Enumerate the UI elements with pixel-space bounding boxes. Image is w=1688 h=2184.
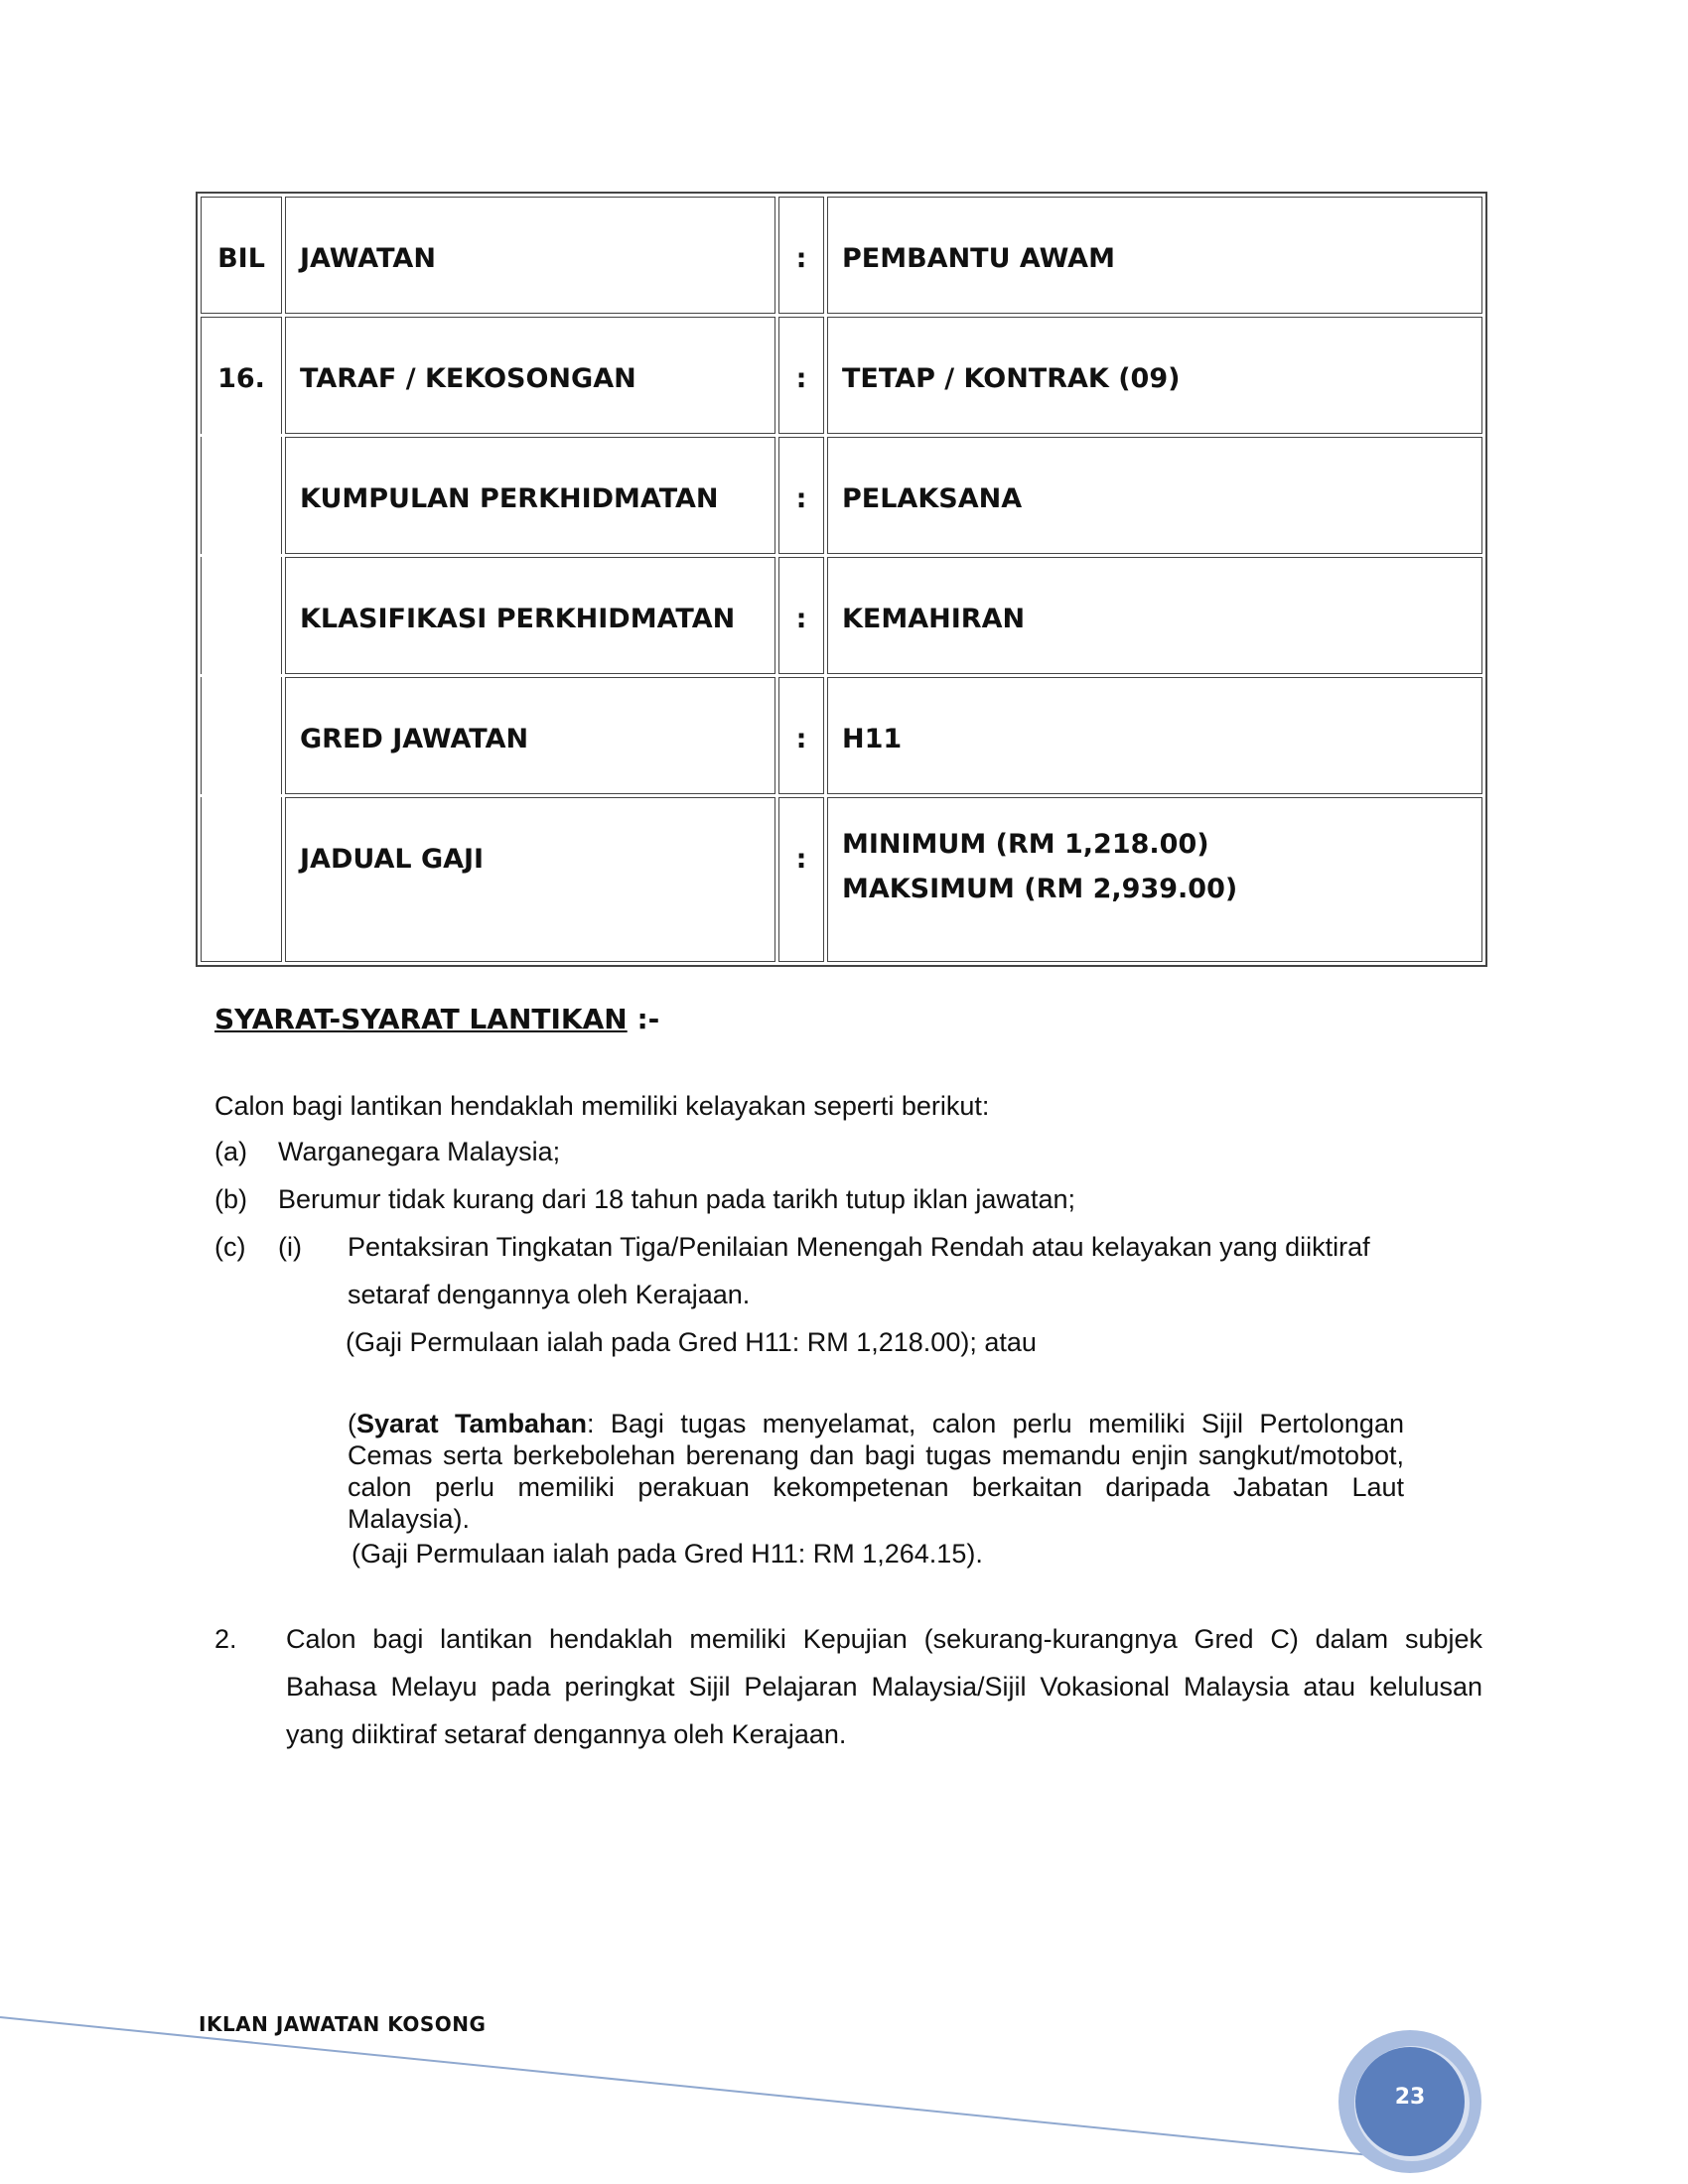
note-bold-label: Syarat Tambahan bbox=[356, 1409, 587, 1438]
salary-maximum: MAKSIMUM (RM 2,939.00) bbox=[842, 874, 1238, 904]
item-text-c-line2: setaraf dengannya oleh Kerajaan. bbox=[348, 1280, 751, 1309]
bil-number-cell: 16. bbox=[201, 317, 282, 434]
item-c-salary: (Gaji Permulaan ialah pada Gred H11: RM 1,218.00); atau bbox=[346, 1327, 1037, 1357]
jawatan-value-cell: PEMBANTU AWAM bbox=[827, 197, 1482, 314]
item-marker-c: (c) bbox=[214, 1232, 246, 1262]
item-marker-b: (b) bbox=[214, 1184, 247, 1214]
additional-requirement-note: (Syarat Tambahan: Bagi tugas menyelamat, calon perlu memiliki Sijil Pertolongan Cemas serta berkebolehan berenang dan bagi tugas memandu enjin sangkut/motobot, calon perlu memiliki perakuan kekompetenan berkaitan daripada Jabatan Laut Malaysia). bbox=[348, 1409, 1404, 1534]
colon-cell: : bbox=[778, 317, 824, 434]
item-marker-a: (a) bbox=[214, 1137, 247, 1166]
item-text-c-line1: Pentaksiran Tingkatan Tiga/Penilaian Menengah Rendah atau kelayakan yang diiktiraf bbox=[348, 1232, 1370, 1262]
intro-text: Calon bagi lantikan hendaklah memiliki kelayakan seperti berikut: bbox=[214, 1091, 990, 1121]
row-value-cell: PELAKSANA bbox=[827, 437, 1482, 554]
row-label-cell: JADUAL GAJI bbox=[285, 797, 775, 962]
colon-cell: : bbox=[778, 437, 824, 554]
salary-minimum: MINIMUM (RM 1,218.00) bbox=[842, 829, 1209, 860]
note-salary: (Gaji Permulaan ialah pada Gred H11: RM 1,264.15). bbox=[352, 1539, 983, 1569]
para2-number: 2. bbox=[214, 1624, 237, 1654]
item-text-b: Berumur tidak kurang dari 18 tahun pada tarikh tutup iklan jawatan; bbox=[278, 1184, 1075, 1214]
bil-header-cell: BIL bbox=[201, 197, 282, 314]
row-value-cell: TETAP / KONTRAK (09) bbox=[827, 317, 1482, 434]
row-label-cell: KLASIFIKASI PERKHIDMATAN bbox=[285, 557, 775, 674]
page-number: 23 bbox=[1394, 2085, 1426, 2110]
colon-cell: : bbox=[778, 197, 824, 314]
row-value-cell: H11 bbox=[827, 677, 1482, 794]
item-text-a: Warganegara Malaysia; bbox=[278, 1137, 561, 1166]
colon-cell: : bbox=[778, 797, 824, 962]
item-submarker-i: (i) bbox=[278, 1232, 302, 1262]
jawatan-label-cell: JAWATAN bbox=[285, 197, 775, 314]
row-value-cell: KEMAHIRAN bbox=[827, 557, 1482, 674]
footer-title: IKLAN JAWATAN KOSONG bbox=[199, 2012, 487, 2036]
colon-cell: : bbox=[778, 677, 824, 794]
row-label-cell: KUMPULAN PERKHIDMATAN bbox=[285, 437, 775, 554]
colon-cell: : bbox=[778, 557, 824, 674]
para2-text: Calon bagi lantikan hendaklah memiliki Kepujian (sekurang-kurangnya Gred C) dalam subjek Bahasa Melayu pada peringkat Sijil Pelajaran Malaysia/Sijil Vokasional Malaysia atau kelulusan yang diiktiraf setaraf dengannya oleh Kerajaan. bbox=[286, 1624, 1482, 1749]
row-label-cell: GRED JAWATAN bbox=[285, 677, 775, 794]
row-label-cell: TARAF / KEKOSONGAN bbox=[285, 317, 775, 434]
section-heading: SYARAT-SYARAT LANTIKAN :- bbox=[214, 1003, 660, 1035]
footer-line bbox=[0, 2017, 1380, 2156]
